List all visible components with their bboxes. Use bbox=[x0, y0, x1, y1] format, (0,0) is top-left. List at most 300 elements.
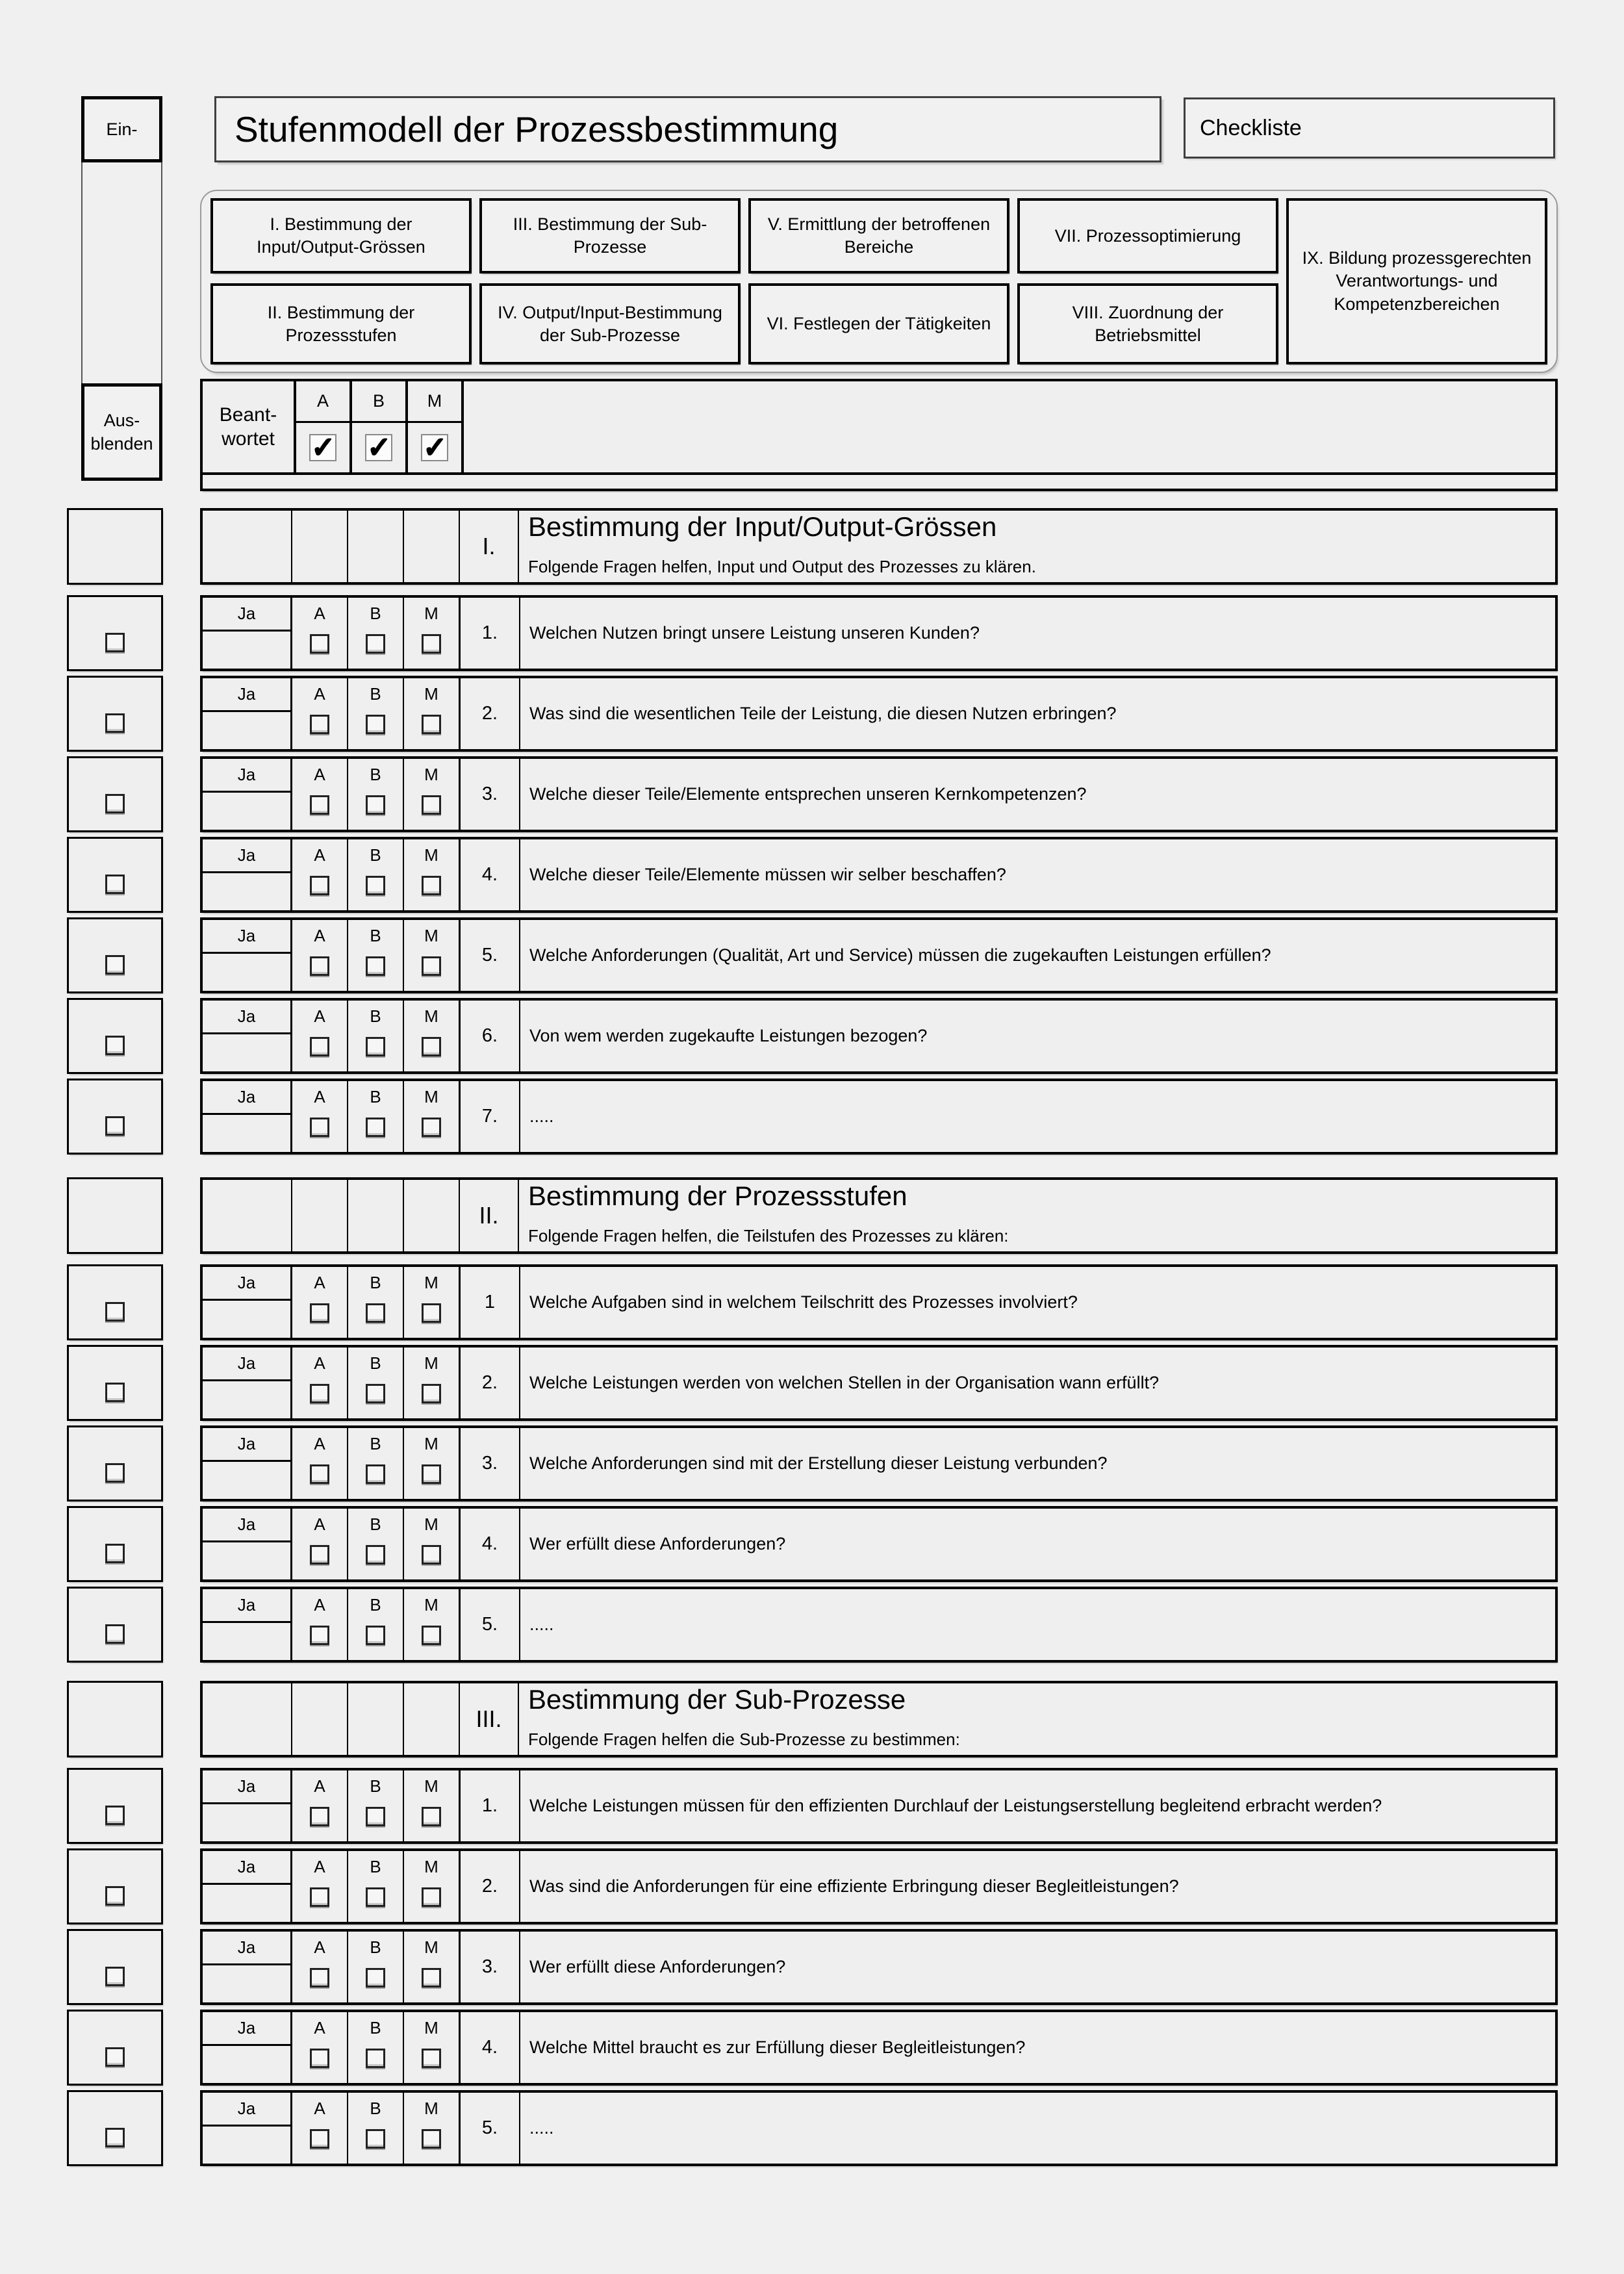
m-checkbox[interactable] bbox=[422, 956, 441, 976]
m-cell bbox=[404, 1267, 461, 1338]
section-title-cell bbox=[519, 1180, 1555, 1251]
m-label: M bbox=[424, 1594, 438, 1615]
question-side-box bbox=[67, 1587, 163, 1663]
nav-button-8[interactable] bbox=[1017, 283, 1278, 364]
hide-row-checkbox[interactable] bbox=[105, 1302, 125, 1322]
ja-cell bbox=[203, 1081, 292, 1152]
m-label: M bbox=[424, 603, 438, 623]
m-checkbox[interactable] bbox=[422, 1303, 441, 1323]
b-checkbox[interactable] bbox=[366, 1545, 385, 1565]
a-label: A bbox=[314, 845, 325, 865]
doc-type-label: Checkliste bbox=[1200, 115, 1302, 140]
b-label: B bbox=[370, 1006, 381, 1026]
b-checkbox[interactable] bbox=[366, 795, 385, 815]
b-cell bbox=[348, 1428, 404, 1499]
a-label: A bbox=[314, 925, 325, 945]
b-checkbox[interactable] bbox=[366, 1384, 385, 1403]
a-label: A bbox=[314, 1086, 325, 1106]
a-cell bbox=[292, 2093, 348, 2164]
ja-cell bbox=[203, 2012, 292, 2083]
ja-label: Ja bbox=[203, 839, 290, 873]
ja-label: Ja bbox=[203, 2093, 290, 2127]
m-label: M bbox=[424, 1086, 438, 1106]
ja-answer-field[interactable] bbox=[203, 1804, 290, 1841]
question-number: 5. bbox=[461, 2093, 520, 2164]
ja-cell bbox=[203, 1851, 292, 1922]
a-cell bbox=[292, 839, 348, 910]
a-checkbox[interactable] bbox=[310, 795, 329, 815]
question-text: ..... bbox=[529, 2118, 554, 2138]
m-cell bbox=[404, 1589, 461, 1660]
section-numeral: I. bbox=[460, 511, 519, 582]
m-label: M bbox=[424, 1272, 438, 1292]
hide-row-checkbox[interactable] bbox=[105, 1886, 125, 1906]
question-row bbox=[200, 1768, 1558, 1844]
b-cell bbox=[348, 678, 404, 749]
b-cell bbox=[348, 1589, 404, 1660]
question-text: ..... bbox=[529, 1106, 554, 1127]
m-checkbox[interactable] bbox=[422, 1037, 441, 1056]
nav-button-3[interactable] bbox=[479, 198, 741, 274]
a-label: A bbox=[314, 2098, 325, 2118]
header-b-cell bbox=[348, 511, 404, 582]
b-label: B bbox=[370, 1353, 381, 1373]
m-checkbox[interactable] bbox=[422, 795, 441, 815]
m-checkbox[interactable] bbox=[422, 1626, 441, 1645]
b-checkbox[interactable] bbox=[366, 876, 385, 895]
ja-label: Ja bbox=[203, 1509, 290, 1542]
header-b-cell bbox=[348, 1180, 404, 1251]
hide-row-checkbox[interactable] bbox=[105, 1967, 125, 1986]
question-row-group bbox=[67, 1929, 1558, 2005]
m-label: M bbox=[424, 683, 438, 704]
a-checkbox[interactable] bbox=[310, 1545, 329, 1565]
b-label: B bbox=[370, 1514, 381, 1534]
gap-column bbox=[163, 1177, 200, 1254]
nav-button-2[interactable] bbox=[210, 283, 472, 364]
ja-cell bbox=[203, 1001, 292, 1071]
question-row-group bbox=[67, 1506, 1558, 1582]
b-checkbox[interactable] bbox=[366, 2129, 385, 2149]
hide-row-checkbox[interactable] bbox=[105, 1544, 125, 1563]
ja-answer-field[interactable] bbox=[203, 793, 290, 830]
question-number: 7. bbox=[461, 1081, 520, 1152]
header-ja-cell bbox=[203, 1683, 292, 1755]
m-cell bbox=[404, 759, 461, 830]
show-button[interactable] bbox=[81, 96, 162, 162]
ja-label: Ja bbox=[203, 678, 290, 712]
hide-row-checkbox[interactable] bbox=[105, 1036, 125, 1055]
m-cell bbox=[404, 1851, 461, 1922]
b-cell bbox=[348, 1770, 404, 1841]
b-cell bbox=[348, 598, 404, 669]
question-text: Was sind die Anforderungen für eine effiziente Erbringung dieser Begleitleistungen? bbox=[529, 1876, 1179, 1897]
b-label: B bbox=[370, 1086, 381, 1106]
gap-column bbox=[163, 998, 200, 1074]
question-text: ..... bbox=[529, 1615, 554, 1635]
question-text: Von wem werden zugekaufte Leistungen bezogen? bbox=[529, 1026, 928, 1046]
a-checkbox[interactable] bbox=[310, 1626, 329, 1645]
question-number: 2. bbox=[461, 1348, 520, 1418]
answered-table bbox=[203, 381, 1555, 475]
m-label: M bbox=[424, 1856, 438, 1876]
m-checkbox[interactable] bbox=[422, 1887, 441, 1907]
m-checkbox[interactable] bbox=[422, 2049, 441, 2068]
ja-label: Ja bbox=[203, 598, 290, 632]
b-cell bbox=[348, 1851, 404, 1922]
answered-col-m bbox=[408, 381, 464, 472]
ja-answer-field[interactable] bbox=[203, 1885, 290, 1922]
nav-button-3-label: III. Bestimmung der Sub-Prozesse bbox=[513, 214, 707, 257]
section-numeral: II. bbox=[460, 1180, 519, 1251]
hide-row-checkbox[interactable] bbox=[105, 1806, 125, 1825]
ja-answer-field[interactable] bbox=[203, 1381, 290, 1418]
question-row bbox=[200, 1079, 1558, 1155]
a-checkbox[interactable] bbox=[310, 1037, 329, 1056]
header-b-cell bbox=[348, 1683, 404, 1755]
doc-type-box bbox=[1184, 97, 1555, 159]
m-checkbox[interactable] bbox=[422, 634, 441, 654]
question-number: 4. bbox=[461, 839, 520, 910]
a-checkbox[interactable] bbox=[310, 1968, 329, 1987]
answered-label-line1: Beant- bbox=[219, 403, 277, 426]
b-checkbox[interactable] bbox=[366, 1303, 385, 1323]
ja-label: Ja bbox=[203, 1001, 290, 1034]
b-cell bbox=[348, 2093, 404, 2164]
gap-column bbox=[163, 1264, 200, 1340]
m-checkbox[interactable] bbox=[422, 1384, 441, 1403]
ja-cell bbox=[203, 678, 292, 749]
nav-button-5[interactable] bbox=[748, 198, 1009, 274]
ja-label: Ja bbox=[203, 1589, 290, 1623]
answered-col-b-header: B bbox=[352, 381, 405, 423]
a-checkbox[interactable] bbox=[310, 2129, 329, 2149]
a-checkbox[interactable] bbox=[310, 1303, 329, 1323]
ja-answer-field[interactable] bbox=[203, 954, 290, 991]
question-number: 1 bbox=[461, 1267, 520, 1338]
ja-answer-field[interactable] bbox=[203, 1965, 290, 2002]
question-row-group bbox=[67, 1768, 1558, 1844]
ja-cell bbox=[203, 1589, 292, 1660]
a-cell bbox=[292, 678, 348, 749]
b-cell bbox=[348, 1932, 404, 2002]
gap-column bbox=[163, 2010, 200, 2086]
question-row-group bbox=[67, 2010, 1558, 2086]
section-subtitle: Folgende Fragen helfen die Sub-Prozesse zu bestimmen: bbox=[528, 1730, 960, 1749]
ja-cell bbox=[203, 1428, 292, 1499]
m-label: M bbox=[424, 1353, 438, 1373]
question-side-box bbox=[67, 2010, 163, 2086]
section-header-row bbox=[67, 1177, 1558, 1254]
answered-label-line2: wortet bbox=[222, 428, 275, 450]
hide-row-checkbox[interactable] bbox=[105, 1624, 125, 1644]
a-label: A bbox=[314, 603, 325, 623]
a-cell bbox=[292, 1267, 348, 1338]
b-label: B bbox=[370, 1856, 381, 1876]
m-cell bbox=[404, 1770, 461, 1841]
m-label: M bbox=[424, 1937, 438, 1957]
a-cell bbox=[292, 1589, 348, 1660]
ja-answer-field[interactable] bbox=[203, 1115, 290, 1152]
m-label: M bbox=[424, 845, 438, 865]
question-row-group bbox=[67, 1848, 1558, 1924]
toggle-connector-frame bbox=[81, 162, 162, 383]
ja-answer-field[interactable] bbox=[203, 2127, 290, 2164]
b-label: B bbox=[370, 1433, 381, 1453]
a-checkbox[interactable] bbox=[310, 2049, 329, 2068]
a-checkbox[interactable] bbox=[310, 1118, 329, 1137]
ja-answer-field[interactable] bbox=[203, 1034, 290, 1071]
b-checkbox[interactable] bbox=[366, 1118, 385, 1137]
nav-button-7[interactable] bbox=[1017, 198, 1278, 274]
ja-answer-field[interactable] bbox=[203, 712, 290, 749]
ja-cell bbox=[203, 920, 292, 991]
b-checkbox[interactable] bbox=[366, 634, 385, 654]
ja-label: Ja bbox=[203, 1770, 290, 1804]
m-checkbox[interactable] bbox=[422, 1464, 441, 1484]
gap-column bbox=[163, 2090, 200, 2166]
ja-answer-field[interactable] bbox=[203, 1623, 290, 1660]
section-header-side-box bbox=[67, 508, 163, 585]
question-number: 5. bbox=[461, 1589, 520, 1660]
m-checkbox[interactable] bbox=[422, 1968, 441, 1987]
section-nav-panel bbox=[200, 190, 1558, 373]
nav-button-9[interactable] bbox=[1286, 198, 1547, 364]
question-row bbox=[200, 1848, 1558, 1924]
b-checkbox[interactable] bbox=[366, 1968, 385, 1987]
ja-answer-field[interactable] bbox=[203, 1462, 290, 1499]
b-cell bbox=[348, 920, 404, 991]
m-label: M bbox=[424, 1006, 438, 1026]
m-label: M bbox=[424, 2017, 438, 2038]
ja-label: Ja bbox=[203, 759, 290, 793]
m-cell bbox=[404, 1081, 461, 1152]
b-label: B bbox=[370, 1776, 381, 1796]
ja-answer-field[interactable] bbox=[203, 632, 290, 669]
question-number: 3. bbox=[461, 1428, 520, 1499]
answered-checkbox-a[interactable] bbox=[309, 431, 336, 463]
question-side-box bbox=[67, 756, 163, 832]
m-checkbox[interactable] bbox=[422, 2129, 441, 2149]
hide-row-checkbox[interactable] bbox=[105, 794, 125, 813]
nav-button-6[interactable] bbox=[748, 283, 1009, 364]
hide-row-checkbox[interactable] bbox=[105, 2128, 125, 2147]
question-row-group bbox=[67, 1079, 1558, 1155]
question-row-group bbox=[67, 1345, 1558, 1421]
question-side-box bbox=[67, 998, 163, 1074]
b-cell bbox=[348, 1081, 404, 1152]
question-row bbox=[200, 1425, 1558, 1501]
a-label: A bbox=[314, 1006, 325, 1026]
b-label: B bbox=[370, 845, 381, 865]
a-checkbox[interactable] bbox=[310, 876, 329, 895]
m-cell bbox=[404, 598, 461, 669]
a-label: A bbox=[314, 1433, 325, 1453]
answered-label bbox=[203, 381, 296, 472]
question-number: 2. bbox=[461, 678, 520, 749]
hide-row-checkbox[interactable] bbox=[105, 1463, 125, 1483]
hide-row-checkbox[interactable] bbox=[105, 713, 125, 733]
nav-button-7-label: VII. Prozessoptimierung bbox=[1054, 225, 1241, 246]
hide-row-checkbox[interactable] bbox=[105, 875, 125, 894]
question-side-box bbox=[67, 1506, 163, 1582]
ja-label: Ja bbox=[203, 1428, 290, 1462]
gap-column bbox=[163, 1848, 200, 1924]
ja-cell bbox=[203, 1932, 292, 2002]
gap-column bbox=[163, 837, 200, 913]
gap-column bbox=[163, 1929, 200, 2005]
answered-checkbox-b[interactable] bbox=[365, 431, 392, 463]
m-cell bbox=[404, 1348, 461, 1418]
m-cell bbox=[404, 2012, 461, 2083]
section-3 bbox=[67, 1681, 1558, 2171]
question-text: Welche dieser Teile/Elemente müssen wir selber beschaffen? bbox=[529, 865, 1006, 885]
question-row bbox=[200, 756, 1558, 832]
a-checkbox[interactable] bbox=[310, 1384, 329, 1403]
m-checkbox[interactable] bbox=[422, 876, 441, 895]
hide-row-checkbox[interactable] bbox=[105, 955, 125, 975]
question-row-group bbox=[67, 998, 1558, 1074]
page-title-box bbox=[214, 96, 1161, 162]
ja-label: Ja bbox=[203, 1267, 290, 1301]
question-text: Welche Leistungen müssen für den effizienten Durchlauf der Leistungserstellung begleitend erbracht werden? bbox=[529, 1796, 1382, 1816]
answered-checkbox-m[interactable] bbox=[421, 431, 448, 463]
section-header bbox=[200, 1681, 1558, 1757]
nav-button-2-label: II. Bestimmung der Prozessstufen bbox=[267, 302, 415, 345]
question-text: Welchen Nutzen bringt unsere Leistung unseren Kunden? bbox=[529, 623, 980, 643]
question-text: Welche dieser Teile/Elemente entsprechen unseren Kernkompetenzen? bbox=[529, 784, 1087, 804]
a-checkbox[interactable] bbox=[310, 956, 329, 976]
question-row-group bbox=[67, 756, 1558, 832]
answered-col-a-header: A bbox=[296, 381, 349, 423]
a-checkbox[interactable] bbox=[310, 1887, 329, 1907]
section-numeral: III. bbox=[460, 1683, 519, 1755]
check-icon: ✓ bbox=[311, 431, 335, 463]
ja-cell bbox=[203, 839, 292, 910]
hide-row-checkbox[interactable] bbox=[105, 1383, 125, 1402]
gap-column bbox=[163, 917, 200, 993]
a-checkbox[interactable] bbox=[310, 715, 329, 734]
hide-row-checkbox[interactable] bbox=[105, 2047, 125, 2067]
b-cell bbox=[348, 839, 404, 910]
m-cell bbox=[404, 920, 461, 991]
m-checkbox[interactable] bbox=[422, 1118, 441, 1137]
a-checkbox[interactable] bbox=[310, 1464, 329, 1484]
b-checkbox[interactable] bbox=[366, 1037, 385, 1056]
b-checkbox[interactable] bbox=[366, 956, 385, 976]
question-text: Welche Leistungen werden von welchen Stellen in der Organisation wann erfüllt? bbox=[529, 1373, 1160, 1393]
ja-answer-field[interactable] bbox=[203, 1301, 290, 1338]
a-cell bbox=[292, 2012, 348, 2083]
b-cell bbox=[348, 759, 404, 830]
b-checkbox[interactable] bbox=[366, 1464, 385, 1484]
m-checkbox[interactable] bbox=[422, 1807, 441, 1826]
b-cell bbox=[348, 1348, 404, 1418]
question-number: 2. bbox=[461, 1851, 520, 1922]
m-label: M bbox=[424, 1776, 438, 1796]
b-label: B bbox=[370, 925, 381, 945]
question-number: 3. bbox=[461, 1932, 520, 2002]
ja-cell bbox=[203, 598, 292, 669]
a-cell bbox=[292, 1932, 348, 2002]
a-cell bbox=[292, 1348, 348, 1418]
a-label: A bbox=[314, 1594, 325, 1615]
check-icon: ✓ bbox=[366, 431, 391, 463]
question-row bbox=[200, 2090, 1558, 2166]
question-side-box bbox=[67, 1848, 163, 1924]
question-side-box bbox=[67, 837, 163, 913]
a-cell bbox=[292, 759, 348, 830]
a-checkbox[interactable] bbox=[310, 1807, 329, 1826]
ja-cell bbox=[203, 1348, 292, 1418]
hide-button[interactable] bbox=[81, 383, 162, 481]
b-checkbox[interactable] bbox=[366, 1807, 385, 1826]
hide-row-checkbox[interactable] bbox=[105, 1116, 125, 1136]
a-label: A bbox=[314, 2017, 325, 2038]
ja-answer-field[interactable] bbox=[203, 1542, 290, 1579]
a-label: A bbox=[314, 683, 325, 704]
question-text: Wer erfüllt diese Anforderungen? bbox=[529, 1957, 786, 1977]
a-checkbox[interactable] bbox=[310, 634, 329, 654]
m-checkbox[interactable] bbox=[422, 715, 441, 734]
section-subtitle: Folgende Fragen helfen, Input und Output des Prozesses zu klären. bbox=[528, 557, 1036, 576]
b-checkbox[interactable] bbox=[366, 715, 385, 734]
ja-label: Ja bbox=[203, 2012, 290, 2046]
answered-block bbox=[200, 379, 1558, 491]
gap-column bbox=[163, 676, 200, 752]
question-side-box bbox=[67, 1768, 163, 1844]
b-cell bbox=[348, 1267, 404, 1338]
m-cell bbox=[404, 839, 461, 910]
a-label: A bbox=[314, 1856, 325, 1876]
nav-button-4[interactable] bbox=[479, 283, 741, 364]
b-checkbox[interactable] bbox=[366, 1626, 385, 1645]
ja-answer-field[interactable] bbox=[203, 2046, 290, 2083]
gap-column bbox=[163, 595, 200, 671]
section-header-side-box bbox=[67, 1177, 163, 1254]
question-text: Was sind die wesentlichen Teile der Leistung, die diesen Nutzen erbringen? bbox=[529, 704, 1117, 724]
m-checkbox[interactable] bbox=[422, 1545, 441, 1565]
ja-label: Ja bbox=[203, 1348, 290, 1381]
m-cell bbox=[404, 1001, 461, 1071]
gap-column bbox=[163, 1079, 200, 1155]
section-1 bbox=[67, 508, 1558, 1159]
nav-button-1[interactable] bbox=[210, 198, 472, 274]
a-label: A bbox=[314, 1272, 325, 1292]
question-number: 1. bbox=[461, 598, 520, 669]
question-row bbox=[200, 917, 1558, 993]
question-row-group bbox=[67, 1425, 1558, 1501]
m-label: M bbox=[424, 925, 438, 945]
hide-row-checkbox[interactable] bbox=[105, 633, 125, 652]
header-ja-cell bbox=[203, 511, 292, 582]
question-row-group bbox=[67, 1587, 1558, 1663]
header-m-cell bbox=[404, 1683, 460, 1755]
ja-answer-field[interactable] bbox=[203, 873, 290, 910]
nav-button-9-label: IX. Bildung prozessgerechten Verantwortungs- und Kompetenzbereichen bbox=[1302, 248, 1532, 314]
question-side-box bbox=[67, 1929, 163, 2005]
nav-button-6-label: VI. Festlegen der Tätigkeiten bbox=[767, 314, 991, 334]
m-label: M bbox=[424, 1433, 438, 1453]
m-cell bbox=[404, 2093, 461, 2164]
a-cell bbox=[292, 1770, 348, 1841]
a-label: A bbox=[314, 764, 325, 784]
a-label: A bbox=[314, 1776, 325, 1796]
question-row-group bbox=[67, 837, 1558, 913]
b-checkbox[interactable] bbox=[366, 2049, 385, 2068]
b-checkbox[interactable] bbox=[366, 1887, 385, 1907]
section-header-side-box bbox=[67, 1681, 163, 1757]
